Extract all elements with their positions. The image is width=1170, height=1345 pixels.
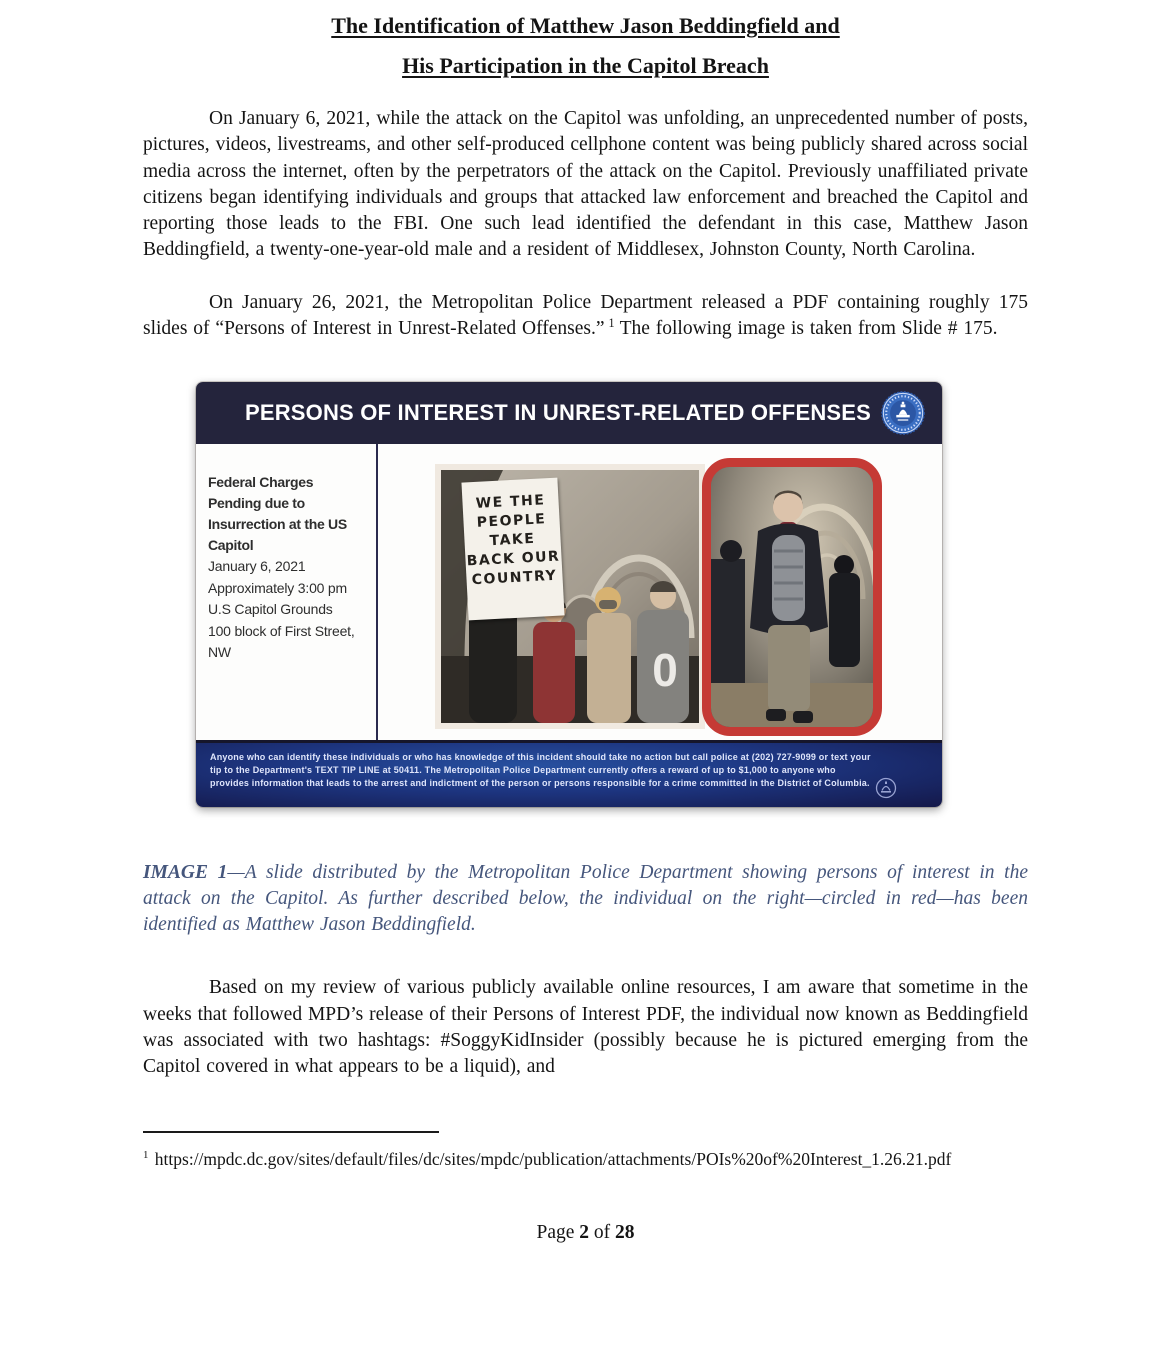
page-number <box>143 1222 1028 1244</box>
footnote-1 <box>143 1143 1028 1171</box>
title-line-2: His Participation in the Capitol Breach <box>402 53 769 78</box>
page-number-word-of: of <box>589 1222 616 1244</box>
footnote-reference-1: 1 <box>608 315 615 330</box>
slide-content <box>378 444 942 740</box>
page-number-total: 28 <box>615 1222 635 1244</box>
protest-sign <box>461 478 564 621</box>
image-caption-label: IMAGE 1 <box>143 862 228 884</box>
footnote-separator <box>143 1131 439 1133</box>
crowd-photo <box>435 464 705 729</box>
slide-sidebar <box>196 444 378 740</box>
incident-date: January 6, 2021 <box>208 558 306 575</box>
slide-header-bar <box>196 382 942 444</box>
protest-sign-line: COUNTRY <box>471 568 558 589</box>
slide-body <box>196 444 942 740</box>
image-caption-text: —A slide distributed by the Metropolitan Police Department showing persons of interest in the attack on the Capitol. As further described below, the individual on the right—circled in red—has been identified as Matthew Jason Beddingfield. <box>143 862 1028 936</box>
incident-address: 100 block of First Street, NW <box>208 622 355 661</box>
image-caption <box>143 860 1028 938</box>
paragraph-2 <box>143 290 1028 343</box>
page-number-current: 2 <box>579 1222 590 1244</box>
incident-place: U.S Capitol Grounds <box>208 601 333 618</box>
footnote-marker: 1 <box>143 1148 149 1161</box>
mpd-slide-image <box>196 382 942 807</box>
suspect-photo-circled-red <box>702 458 882 736</box>
title-line-1: The Identification of Matthew Jason Beddingfield and <box>331 13 840 38</box>
charges-heading: Federal Charges Pending due to Insurrection at the US Capitol <box>208 474 347 554</box>
protest-sign-line: WE THE <box>475 492 546 513</box>
tip-line-fine-print: Anyone who can identify these individuals or who has knowledge of this incident should take no action but call police at (202) 727-9099 or text your tip to the Department's TEXT TIP LINE at 50411. The Metropolitan Police Department currently offers a reward of up to $1,000 to anyone who provides information that leads to the arrest and indictment of the person or persons responsible for a crime committed in the District of Columbia. <box>210 752 871 789</box>
page-title <box>143 0 1028 86</box>
protest-sign-line: BACK OUR <box>466 548 561 570</box>
paragraph-2-text: On January 26, 2021, the Metropolitan Police Department released a PDF containing roughly 175 slides of “Persons of Interest in Unrest-Related Offenses.” <box>143 291 1028 340</box>
mpd-badge-icon <box>880 390 926 436</box>
jersey-number-text: 0 <box>652 644 678 697</box>
protest-sign-line: PEOPLE <box>476 511 547 532</box>
slide-footer-bar <box>196 740 942 807</box>
slide-title: PERSONS OF INTEREST IN UNREST-RELATED OFFENSES <box>244 400 872 426</box>
footnote-url: https://mpdc.dc.gov/sites/default/files/dc/sites/mpdc/publication/attachments/POIs%20of%20Interest_1.26.21.pdf <box>150 1148 952 1169</box>
paragraph-3: Based on my review of various publicly available online resources, I am aware that sometime in the weeks that followed MPD’s release of their Persons of Interest PDF, the individual now known as Beddingfield was associated with two hashtags: #SoggyKidInsider (possibly because he is pictured emerging from the Capitol covered in what appears to be a liquid), and <box>143 977 1028 1078</box>
paragraph-1: On January 6, 2021, while the attack on the Capitol was unfolding, an unprecedented number of posts, pictures, videos, livestreams, and other self-produced cellphone content was being publicly shared across social media across the internet, often by the perpetrators of the attack on the Capitol. Previously unaffiliated private citizens began identifying individuals and groups that attacked law enforcement and breached the Capitol and reporting those leads to the FBI. One such lead identified the defendant in this case, Matthew Jason Beddingfield, a twenty-one-year-old male and a resident of Middlesex, Johnston County, North Carolina. <box>143 108 1028 261</box>
page-number-word-page: Page <box>536 1222 580 1244</box>
protest-sign-line: TAKE <box>489 531 536 550</box>
mpd-badge-outline-icon <box>874 775 898 801</box>
incident-time: Approximately 3:00 pm <box>208 579 347 596</box>
paragraph-2-text-after: The following image is taken from Slide # 175. <box>619 318 998 340</box>
